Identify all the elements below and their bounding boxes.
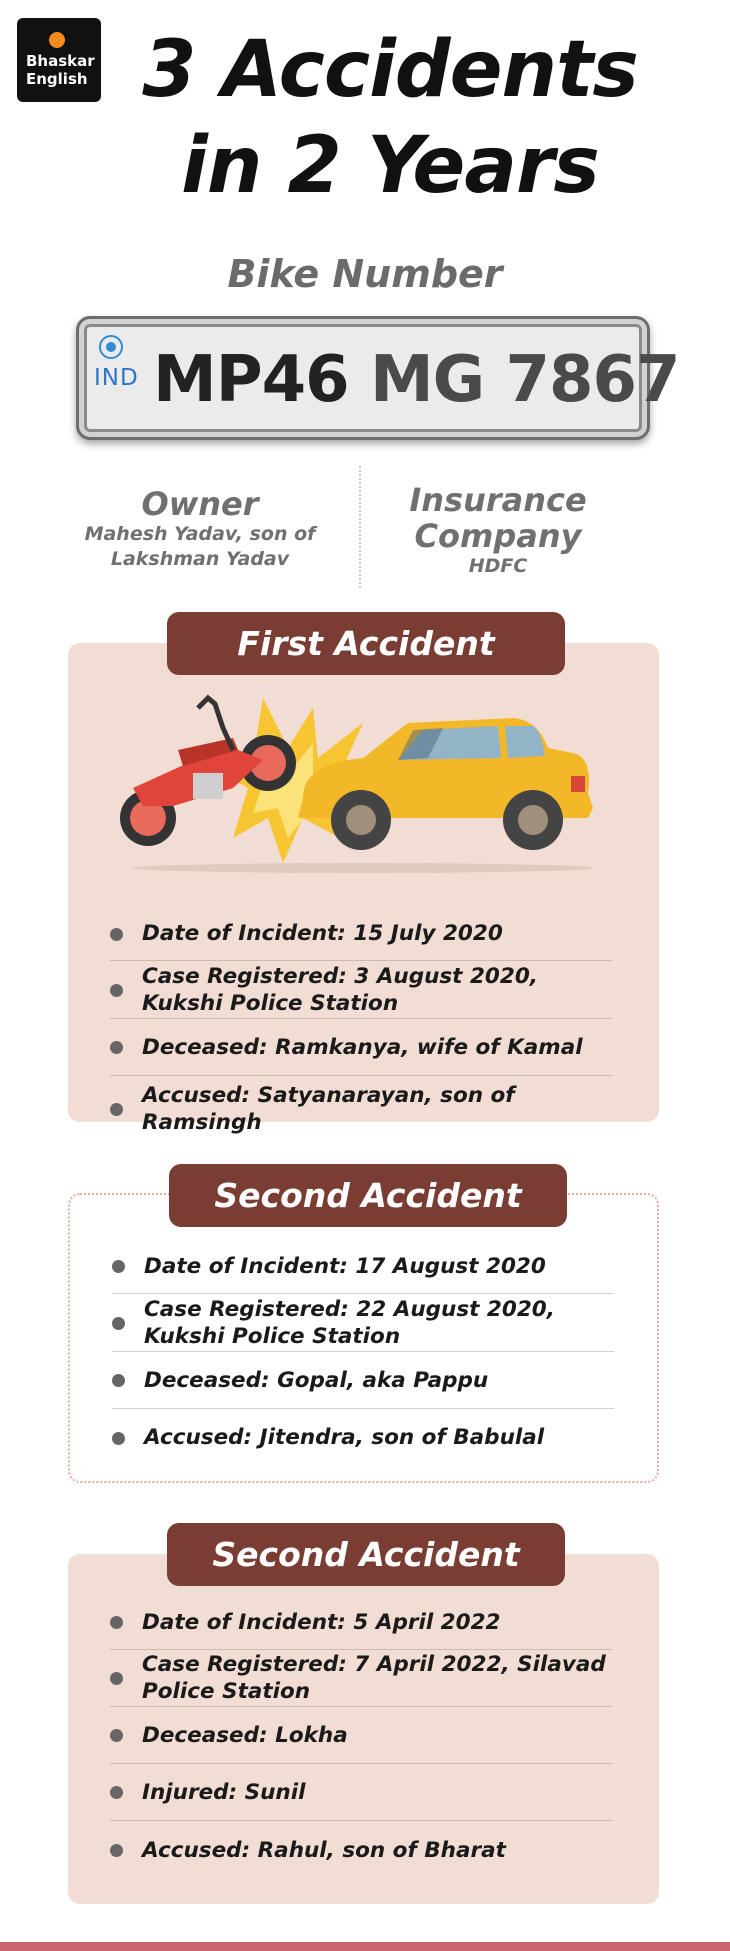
plate-registration: MG 7867 — [369, 343, 680, 417]
list-item — [110, 1595, 612, 1650]
list-item — [112, 1239, 614, 1294]
bullet-icon — [110, 1672, 123, 1685]
accident-1-details — [110, 907, 612, 1141]
insurance-heading-line1: Insurance — [409, 481, 587, 519]
insurance-company: HDFC — [468, 555, 528, 577]
item-label: Accused: — [142, 1837, 251, 1863]
owner-block — [60, 486, 340, 572]
bullet-icon — [112, 1317, 125, 1330]
bullet-icon — [110, 1729, 123, 1742]
item-value: Ramkanya, wife of Kamal — [267, 1034, 583, 1060]
item-value: Jitendra, son of Babulal — [252, 1425, 545, 1450]
list-item — [112, 1409, 614, 1466]
item-label: Date of Incident: — [142, 1609, 346, 1635]
item-label: Accused: — [144, 1425, 253, 1450]
bullet-icon — [110, 1041, 123, 1054]
item-label: Case Registered: — [142, 963, 347, 989]
insurance-block — [378, 482, 618, 579]
item-value: Satyanarayan, son of Ramsingh — [142, 1082, 515, 1135]
item-value: 15 July 2020 — [345, 921, 503, 946]
bullet-icon — [112, 1260, 125, 1273]
accident-card-3 — [68, 1535, 659, 1904]
logo-line2: English — [26, 70, 88, 88]
logo-line1: Bhaskar — [26, 52, 95, 70]
bullet-icon — [110, 1844, 123, 1857]
accident-card-1 — [68, 624, 659, 1135]
accident-2-details — [112, 1239, 614, 1466]
list-item — [110, 1650, 612, 1707]
owner-name-line2: Lakshman Yadav — [110, 548, 290, 570]
bullet-icon — [110, 1616, 123, 1629]
title-line2: in 2 Years — [181, 121, 599, 211]
bullet-icon — [112, 1432, 125, 1445]
bullet-icon — [112, 1374, 125, 1387]
item-value: 3 August 2020, Kukshi Police Station — [142, 963, 538, 1016]
bullet-icon — [110, 984, 123, 997]
owner-name-line1: Mahesh Yadav, son of — [84, 523, 316, 545]
item-value: Sunil — [237, 1779, 306, 1805]
item-label: Case Registered: — [144, 1296, 349, 1322]
insurance-heading-line2: Company — [414, 517, 582, 555]
plate-state-code: MP46 — [153, 343, 349, 417]
item-value: Lokha — [267, 1722, 348, 1748]
accident-3-details — [110, 1595, 612, 1879]
bullet-icon — [110, 1103, 123, 1116]
bullet-icon — [110, 1786, 123, 1799]
item-value: 5 April 2022 — [345, 1609, 501, 1635]
accident-title-1: First Accident — [167, 612, 565, 675]
list-item — [112, 1294, 614, 1352]
list-item — [110, 1019, 612, 1076]
page-title — [110, 22, 670, 214]
footer-bar — [0, 1942, 730, 1951]
item-label: Date of Incident: — [144, 1253, 348, 1279]
list-item — [110, 1076, 612, 1141]
list-item — [110, 961, 612, 1019]
item-label: Deceased: — [142, 1722, 268, 1748]
bike-car-collision-illustration — [113, 688, 618, 878]
bullet-icon — [110, 928, 123, 941]
item-value: Gopal, aka Pappu — [269, 1367, 489, 1393]
item-value: Rahul, son of Bharat — [250, 1837, 506, 1863]
plate-country-code: IND — [94, 365, 139, 391]
list-item — [110, 1821, 612, 1879]
accident-card-2 — [68, 1176, 659, 1483]
list-item — [110, 907, 612, 961]
item-value: 7 April 2022, Silavad Police Station — [142, 1652, 606, 1704]
item-label: Deceased: — [142, 1034, 268, 1060]
item-label: Case Registered: — [142, 1652, 347, 1677]
plate-number — [153, 335, 680, 425]
list-item — [112, 1352, 614, 1409]
number-plate — [76, 316, 680, 440]
list-item — [110, 1764, 612, 1821]
list-item — [110, 1707, 612, 1764]
logo-dot-icon — [49, 32, 65, 48]
title-line1: 3 Accidents — [142, 25, 638, 115]
item-value: 22 August 2020, Kukshi Police Station — [144, 1296, 555, 1349]
item-value: 17 August 2020 — [347, 1253, 546, 1279]
owner-heading: Owner — [141, 485, 259, 523]
item-label: Deceased: — [144, 1367, 270, 1393]
accident-title-2: Second Accident — [169, 1164, 567, 1227]
item-label: Date of Incident: — [142, 921, 346, 946]
info-divider — [359, 466, 361, 588]
bike-number-label: Bike Number — [227, 252, 503, 296]
ashoka-chakra-icon — [99, 335, 123, 359]
bhaskar-logo — [17, 18, 101, 102]
accident-title-3: Second Accident — [167, 1523, 565, 1586]
item-label: Accused: — [142, 1082, 251, 1108]
item-label: Injured: — [142, 1779, 238, 1805]
